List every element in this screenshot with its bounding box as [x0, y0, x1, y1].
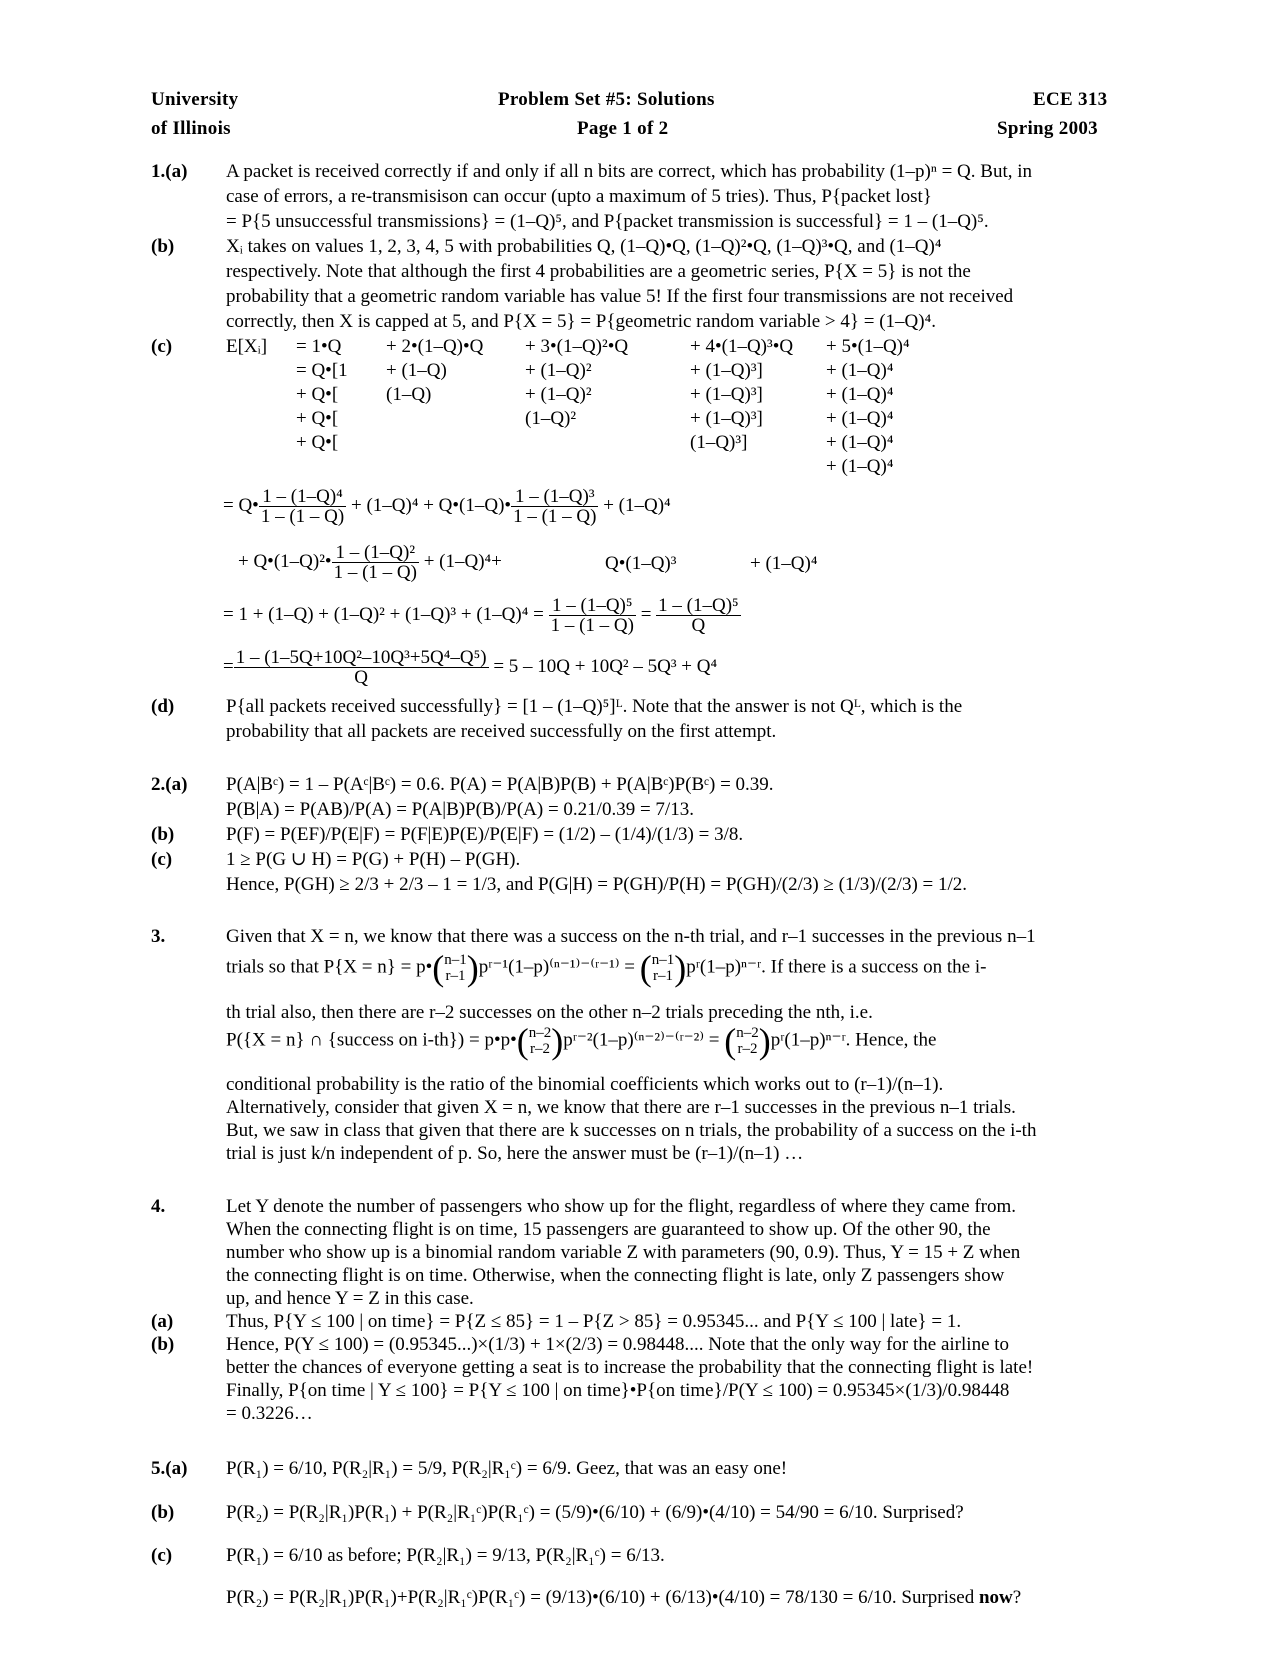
- p3-label: 3.: [151, 926, 166, 947]
- p3-line2: [226, 950, 986, 986]
- p3-line4: [226, 1023, 936, 1059]
- grid-cell: + 3•(1–Q)²•Q: [525, 336, 629, 357]
- grid-cell: + (1–Q)²: [525, 360, 592, 381]
- eq1-frac2-num: 1 – (1–Q)³: [511, 487, 598, 507]
- grid-cell: + (1–Q)⁴: [826, 360, 894, 381]
- header-course: ECE 313: [1033, 89, 1108, 110]
- eq1-pre: = Q•: [223, 494, 259, 516]
- p4-label: 4.: [151, 1196, 166, 1217]
- header-of-illinois: of Illinois: [151, 118, 231, 139]
- p4a-label: (a): [151, 1311, 174, 1332]
- p1c-eq3: [223, 596, 741, 635]
- binom-2: (n–1 r–1): [639, 948, 687, 988]
- p1a-line1: A packet is received correctly if and only if all n bits are correct, which has probability (1–p)ⁿ = Q. But, in: [226, 161, 1033, 182]
- p1c-label: (c): [151, 336, 173, 357]
- eq1-frac2-den: 1 – (1 – Q): [513, 506, 597, 527]
- p4-line2: When the connecting flight is on time, 15 passengers are guaranteed to show up. Of the other 90, the: [226, 1219, 991, 1240]
- grid-cell: + 5•(1–Q)⁴: [826, 336, 910, 357]
- eq2-frac-den: 1 – (1 – Q): [333, 562, 417, 583]
- p3-line4-a: P({X = n} ∩ {success on i-th}) = p•p•: [226, 1029, 517, 1051]
- p5a-line: P(R₁) = 6/10, P(R₂|R₁) = 5/9, P(R₂|R₁ᶜ) = 6/9. Geez, that was an easy one!: [226, 1458, 788, 1479]
- p4b-line2: better the chances of everyone getting a seat is to increase the probability that the connecting flight is late!: [226, 1357, 1034, 1378]
- eq4-post: = 5 – 10Q + 10Q² – 5Q³ + Q⁴: [493, 655, 718, 677]
- eq4-pre: =: [223, 655, 234, 677]
- grid-cell: + (1–Q)³]: [690, 384, 763, 405]
- eq1-frac1-den: 1 – (1 – Q): [260, 506, 345, 527]
- grid-cell: + (1–Q)⁴: [826, 384, 894, 405]
- p2c-line2: Hence, P(GH) ≥ 2/3 + 2/3 – 1 = 1/3, and P(G|H) = P(GH)/P(H) = P(GH)/(2/3) ≥ (1/3)/(2/3) = 1/2.: [226, 874, 968, 895]
- p2b-label: (b): [151, 824, 175, 845]
- eq2-mid: + (1–Q)⁴+: [423, 550, 502, 572]
- grid-cell: + (1–Q)³]: [690, 360, 763, 381]
- p3-line3: th trial also, then there are r–2 successes on the other n–2 trials preceding the nth, i.e.: [226, 1002, 873, 1023]
- header-page: Page 1 of 2: [577, 118, 669, 139]
- p3-line2-a: trials so that P{X = n} = p•: [226, 956, 433, 978]
- p1b-line3: probability that a geometric random variable has value 5! If the first four transmissions are not received: [226, 286, 1014, 307]
- p4b-line4: = 0.3226…: [226, 1403, 313, 1424]
- p3-line7: But, we saw in class that given that there are k successes on n trials, the probability of a success on the i-th: [226, 1120, 1037, 1141]
- p1a-line2: case of errors, a re-transmisison can occur (upto a maximum of 5 tries). Thus, P{packet lost}: [226, 186, 932, 207]
- p3-line5: conditional probability is the ratio of the binomial coefficients which works out to (r–1)/(n–1).: [226, 1074, 944, 1095]
- grid-cell: + Q•[: [296, 384, 339, 405]
- grid-cell: + Q•[: [296, 432, 339, 453]
- grid-cell: + (1–Q)⁴: [826, 408, 894, 429]
- binom-3: (n–2 r–2): [516, 1021, 564, 1061]
- p4-line3: number who show up is a binomial random variable Z with parameters (90, 0.9). Thus, Y = 15 + Z when: [226, 1242, 1021, 1263]
- binom-3-top: n–2: [528, 1024, 552, 1041]
- grid-cell: = 1•Q: [296, 336, 342, 357]
- eq2-q3: Q•(1–Q)³: [605, 553, 677, 574]
- p1a-line3: = P{5 unsuccessful transmissions} = (1–Q)⁵, and P{packet transmission is successful} = 1 – (1–Q)⁵.: [226, 211, 989, 232]
- p3-line1: Given that X = n, we know that there was a success on the n-th trial, and r–1 successes in the previous n–1: [226, 926, 1036, 947]
- eq3-frac1: [549, 596, 636, 635]
- p3-line4-c: pʳ(1–p)ⁿ⁻ʳ. Hence, the: [770, 1029, 937, 1051]
- eq2-pre: + Q•(1–Q)²•: [238, 550, 332, 572]
- p2c-label: (c): [151, 849, 173, 870]
- binom-3-bot: r–2: [530, 1041, 550, 1057]
- eq1-frac1-num: 1 – (1–Q)⁴: [259, 487, 346, 507]
- eq4-frac-den: Q: [354, 667, 368, 688]
- eq1-mid: + (1–Q)⁴ + Q•(1–Q)•: [350, 494, 512, 516]
- p1c-eq1: [223, 487, 671, 526]
- p2c-line1: 1 ≥ P(G ∪ H) = P(G) + P(H) – P(GH).: [226, 849, 521, 870]
- grid-cell: + (1–Q)³]: [690, 408, 763, 429]
- grid-cell: + (1–Q)⁴: [826, 432, 894, 453]
- p1c-eq2: [238, 543, 502, 582]
- eq2-frac-num: 1 – (1–Q)²: [332, 543, 419, 563]
- p1c-eq4: [223, 648, 717, 687]
- binom-4-top: n–2: [736, 1024, 759, 1041]
- grid-cell: + (1–Q)²: [525, 384, 592, 405]
- p2a-label: 2.(a): [151, 774, 188, 795]
- binom-1-top: n–1: [444, 951, 467, 968]
- binom-2-top: n–1: [651, 951, 675, 968]
- binom-2-bot: r–1: [652, 968, 673, 984]
- header-university: University: [151, 89, 239, 110]
- grid-cell: + Q•[: [296, 408, 339, 429]
- p1b-line2: respectively. Note that although the first 4 probabilities are a geometric series, P{X = 5} is not the: [226, 261, 971, 282]
- p3-line8: trial is just k/n independent of p. So, here the answer must be (r–1)/(n–1) …: [226, 1143, 804, 1164]
- eq1-frac2: [511, 487, 598, 526]
- p5c-label: (c): [151, 1545, 173, 1566]
- p3-line2-b: pʳ⁻¹(1–p)⁽ⁿ⁻¹⁾⁻⁽ʳ⁻¹⁾ =: [478, 956, 635, 978]
- eq3-eq: =: [640, 603, 652, 625]
- p2a-line1: P(A|Bᶜ) = 1 – P(Aᶜ|Bᶜ) = 0.6. P(A) = P(A|B)P(B) + P(A|Bᶜ)P(Bᶜ) = 0.39.: [226, 774, 774, 795]
- p4b-line1: Hence, P(Y ≤ 100) = (0.95345...)×(1/3) + 1×(2/3) = 0.98448.... Note that the only way for the airline to: [226, 1334, 1010, 1355]
- grid-cell: E[Xᵢ]: [226, 336, 268, 357]
- p4a-line: Thus, P{Y ≤ 100 | on time} = P{Z ≤ 85} = 1 – P{Z > 85} = 0.95345... and P{Y ≤ 100 | late} = 1.: [226, 1311, 962, 1332]
- p5b-line: P(R₂) = P(R₂|R₁)P(R₁) + P(R₂|R₁ᶜ)P(R₁ᶜ) = (5/9)•(6/10) + (6/9)•(4/10) = 54/90 = 6/10. Surprised?: [226, 1502, 964, 1523]
- p1d-label: (d): [151, 696, 175, 717]
- grid-cell: (1–Q)²: [525, 408, 577, 429]
- header-title: Problem Set #5: Solutions: [498, 89, 715, 110]
- p3-line2-c: pʳ(1–p)ⁿ⁻ʳ. If there is a success on the i-: [686, 956, 987, 978]
- eq4-frac: [234, 648, 489, 687]
- header-semester: Spring 2003: [997, 118, 1098, 139]
- p5c-line2-q: ?: [1012, 1587, 1022, 1608]
- p1d-line1: P{all packets received successfully} = [1 – (1–Q)⁵]ᴸ. Note that the answer is not Qᴸ, which is the: [226, 696, 963, 717]
- eq3-frac2-num: 1 – (1–Q)⁵: [658, 595, 739, 616]
- binom-1: (n–1 r–1): [432, 948, 479, 988]
- grid-cell: + (1–Q)⁴: [826, 456, 894, 477]
- p1b-line4: correctly, then X is capped at 5, and P{X = 5} = P{geometric random variable > 4} = (1–Q)⁴.: [226, 311, 936, 332]
- binom-4: (n–2 r–2): [724, 1021, 771, 1061]
- grid-cell: + 2•(1–Q)•Q: [386, 336, 484, 357]
- grid-cell: + 4•(1–Q)³•Q: [690, 336, 794, 357]
- eq3-pre: = 1 + (1–Q) + (1–Q)² + (1–Q)³ + (1–Q)⁴ =: [223, 603, 544, 625]
- eq3-frac1-den: 1 – (1 – Q): [550, 615, 634, 636]
- p5b-label: (b): [151, 1502, 175, 1523]
- p1a-label: 1.(a): [151, 161, 188, 182]
- grid-cell: (1–Q)³]: [690, 432, 748, 453]
- eq4-frac-num: 1 – (1–5Q+10Q²–10Q³+5Q⁴–Q⁵): [235, 647, 487, 668]
- p2b-line1: P(F) = P(EF)/P(E|F) = P(F|E)P(E)/P(E|F) = (1/2) – (1/4)/(1/3) = 3/8.: [226, 824, 744, 845]
- eq2-frac: [332, 543, 419, 582]
- eq3-frac1-num: 1 – (1–Q)⁵: [549, 596, 636, 616]
- grid-cell: (1–Q): [386, 384, 432, 405]
- p5c-line2: [226, 1588, 1021, 1607]
- p4-line4: the connecting flight is on time. Otherwise, when the connecting flight is late, only Z passengers show: [226, 1265, 1005, 1286]
- p5c-line1: P(R₁) = 6/10 as before; P(R₂|R₁) = 9/13, P(R₂|R₁ᶜ) = 6/13.: [226, 1545, 665, 1566]
- p4b-line3: Finally, P{on time | Y ≤ 100} = P{Y ≤ 100 | on time}•P{on time}/P(Y ≤ 100) = 0.95345×(1/3)/0.98448: [226, 1380, 1010, 1401]
- grid-cell: + (1–Q): [386, 360, 447, 381]
- eq1-frac1: [259, 487, 346, 526]
- p4-line5: up, and hence Y = Z in this case.: [226, 1288, 474, 1309]
- p2a-line2: P(B|A) = P(AB)/P(A) = P(A|B)P(B)/P(A) = 0.21/0.39 = 7/13.: [226, 799, 694, 820]
- eq3-frac2: [656, 596, 741, 635]
- p5c-line2-now: now: [978, 1587, 1013, 1608]
- p5a-label: 5.(a): [151, 1458, 188, 1479]
- binom-4-bot: r–2: [737, 1041, 758, 1057]
- p3-line4-b: pʳ⁻²(1–p)⁽ⁿ⁻²⁾⁻⁽ʳ⁻²⁾ =: [563, 1029, 720, 1051]
- p3-line6: Alternatively, consider that given X = n, we know that there are r–1 successes in the previous n–1 trials.: [226, 1097, 1016, 1118]
- p1d-line2: probability that all packets are received successfully on the first attempt.: [226, 721, 777, 742]
- grid-cell: = Q•[1: [296, 360, 348, 381]
- p1b-label: (b): [151, 236, 175, 257]
- eq2-post: + (1–Q)⁴: [750, 553, 818, 574]
- p4-line1: Let Y denote the number of passengers who show up for the flight, regardless of where they came from.: [226, 1196, 1017, 1217]
- binom-1-bot: r–1: [445, 968, 466, 984]
- eq1-post: + (1–Q)⁴: [603, 494, 671, 516]
- p4b-label: (b): [151, 1334, 175, 1355]
- p1b-line1: Xᵢ takes on values 1, 2, 3, 4, 5 with probabilities Q, (1–Q)•Q, (1–Q)²•Q, (1–Q)³•Q, and (1–Q)⁴: [226, 236, 942, 257]
- p5c-line2-a: P(R₂) = P(R₂|R₁)P(R₁)+P(R₂|R₁ᶜ)P(R₁ᶜ) = (9/13)•(6/10) + (6/13)•(4/10) = 78/130 = 6/10. Surprised: [226, 1587, 979, 1608]
- eq3-frac2-den: Q: [691, 615, 706, 636]
